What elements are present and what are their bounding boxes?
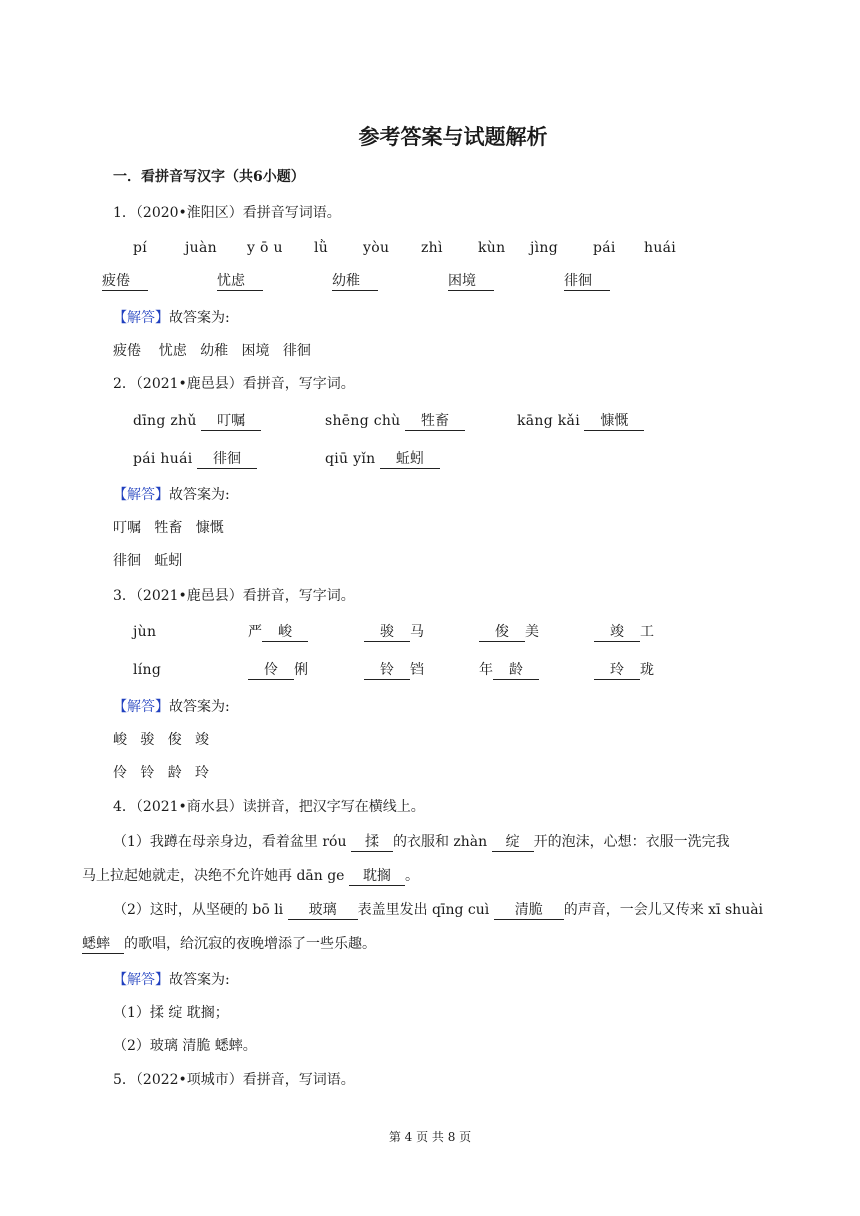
question-3-stem: 3．（2021•鹿邑县）看拼音，写字词。 xyxy=(113,588,355,604)
q1-pinyin: y ō u xyxy=(247,240,283,256)
answer-blank: 蟋蟀 xyxy=(82,937,124,954)
answer-blank: 幼稚 xyxy=(332,274,378,291)
q1-answer: 疲倦 忧虑 幼稚 困境 徘徊 xyxy=(113,343,311,359)
q3-item: 俊 美 xyxy=(479,625,539,642)
q2-item xyxy=(133,414,261,431)
question-4-stem: 4．（2021•商水县）读拼音，把汉字写在横线上。 xyxy=(113,799,425,815)
answer-blank: 伶 xyxy=(248,663,294,680)
q3-item: 铃 铛 xyxy=(364,663,424,680)
answer-tag: 【解答】 xyxy=(113,699,169,715)
answer-blank: 绽 xyxy=(492,835,534,852)
q1-pinyin: yòu xyxy=(363,240,390,256)
q4-paragraph-2-line-2: 蟋蟀 的歌唱，给沉寂的夜晚增添了一些乐趣。 xyxy=(82,936,376,952)
q1-pinyin: jìng xyxy=(530,240,558,256)
answer-blank: 玲 xyxy=(594,663,640,680)
q2-answer-line: 徘徊 蚯蚓 xyxy=(113,553,183,569)
answer-label xyxy=(113,700,230,714)
question-2-stem: 2．（2021•鹿邑县）看拼音，写字词。 xyxy=(113,376,355,392)
q1-pinyin: juàn xyxy=(185,240,217,256)
answer-blank: 骏 xyxy=(364,625,410,642)
answer-tag: 【解答】 xyxy=(113,487,169,503)
q2-item xyxy=(517,414,644,431)
q2-pinyin: pái huái xyxy=(133,451,193,467)
q3-pinyin: jùn xyxy=(133,624,157,640)
answer-blank: 忧虑 xyxy=(217,274,263,291)
q1-pinyin: lǜ xyxy=(314,240,329,256)
q1-pinyin: kùn xyxy=(478,240,506,256)
answer-blank: 清脆 xyxy=(494,903,564,920)
answer-text: 故答案为: xyxy=(169,310,230,326)
q3-item: 年 龄 xyxy=(479,663,539,680)
q1-pinyin: pí xyxy=(133,240,148,256)
q4-paragraph-1-line-2: 马上拉起她就走，决绝不允许她再 dān ge 耽搁 。 xyxy=(82,868,419,884)
q1-pinyin: huái xyxy=(644,240,677,256)
answer-label xyxy=(113,973,230,987)
answer-tag: 【解答】 xyxy=(113,972,169,988)
q2-pinyin: qiū yǐn xyxy=(325,451,376,467)
q2-pinyin: dīng zhǔ xyxy=(133,413,197,429)
answer-blank: 铃 xyxy=(364,663,410,680)
q4-paragraph-1-line-1: （1）我蹲在母亲身边，看着盆里 róu 揉 的衣服和 zhàn 绽 开的泡沫，心想：衣服一洗完我 xyxy=(113,834,730,850)
answer-blank: 峻 xyxy=(262,625,308,642)
q2-pinyin: shēng chù xyxy=(325,413,401,429)
q3-item: 严 峻 xyxy=(248,625,308,642)
q3-item: 伶 俐 xyxy=(248,663,308,680)
q3-item: 竣 工 xyxy=(594,625,654,642)
answer-blank: 徘徊 xyxy=(197,452,257,469)
q3-answer-line: 峻 骏 俊 竣 xyxy=(113,732,210,748)
answer-blank: 疲倦 xyxy=(102,274,148,291)
answer-blank: 慷慨 xyxy=(584,414,644,431)
section-heading: 一．看拼音写汉字（共6小题） xyxy=(113,169,305,185)
answer-blank: 叮嘱 xyxy=(201,414,261,431)
q3-item: 玲 珑 xyxy=(594,663,654,680)
q4-paragraph-2-line-1: （2）这时，从坚硬的 bō li 玻璃 表盖里发出 qīng cuì 清脆 的声音，一会儿又传来 xī shuài xyxy=(113,902,764,918)
q4-answer-line: （2）玻璃 清脆 蟋蟀。 xyxy=(113,1038,257,1054)
answer-blank: 耽搁 xyxy=(349,869,405,886)
answer-text: 故答案为: xyxy=(169,487,230,503)
answer-blank: 玻璃 xyxy=(288,903,358,920)
answer-blank: 蚯蚓 xyxy=(380,452,440,469)
page-title: 参考答案与试题解析 xyxy=(358,124,548,149)
q2-answer-line: 叮嘱 牲畜 慷慨 xyxy=(113,520,224,536)
answer-blank: 牲畜 xyxy=(405,414,465,431)
q3-item: 骏 马 xyxy=(364,625,424,642)
answer-label xyxy=(113,488,230,502)
answer-tag: 【解答】 xyxy=(113,310,169,326)
answer-text: 故答案为: xyxy=(169,972,230,988)
q3-pinyin: líng xyxy=(133,662,162,678)
answer-blank: 竣 xyxy=(594,625,640,642)
q2-pinyin: kāng kǎi xyxy=(517,413,580,429)
q3-answer-line: 伶 铃 龄 玲 xyxy=(113,765,210,781)
q1-pinyin: zhì xyxy=(421,240,443,256)
q1-pinyin: pái xyxy=(593,240,616,256)
q2-item xyxy=(325,414,465,431)
answer-blank: 徘徊 xyxy=(564,274,610,291)
answer-blank: 俊 xyxy=(479,625,525,642)
answer-blank: 困境 xyxy=(448,274,494,291)
answer-label xyxy=(113,311,230,325)
q4-answer-line: （1）揉 绽 耽搁； xyxy=(113,1005,229,1021)
question-1-stem: 1．（2020•淮阳区）看拼音写词语。 xyxy=(113,205,341,221)
answer-text: 故答案为: xyxy=(169,699,230,715)
answer-blank: 揉 xyxy=(351,835,393,852)
q2-item xyxy=(133,452,257,469)
answer-blank: 龄 xyxy=(493,663,539,680)
question-5-stem: 5．（2022•项城市）看拼音，写词语。 xyxy=(113,1072,355,1088)
page-footer: 第 4 页 共 8 页 xyxy=(388,1130,472,1144)
q2-item xyxy=(325,452,440,469)
